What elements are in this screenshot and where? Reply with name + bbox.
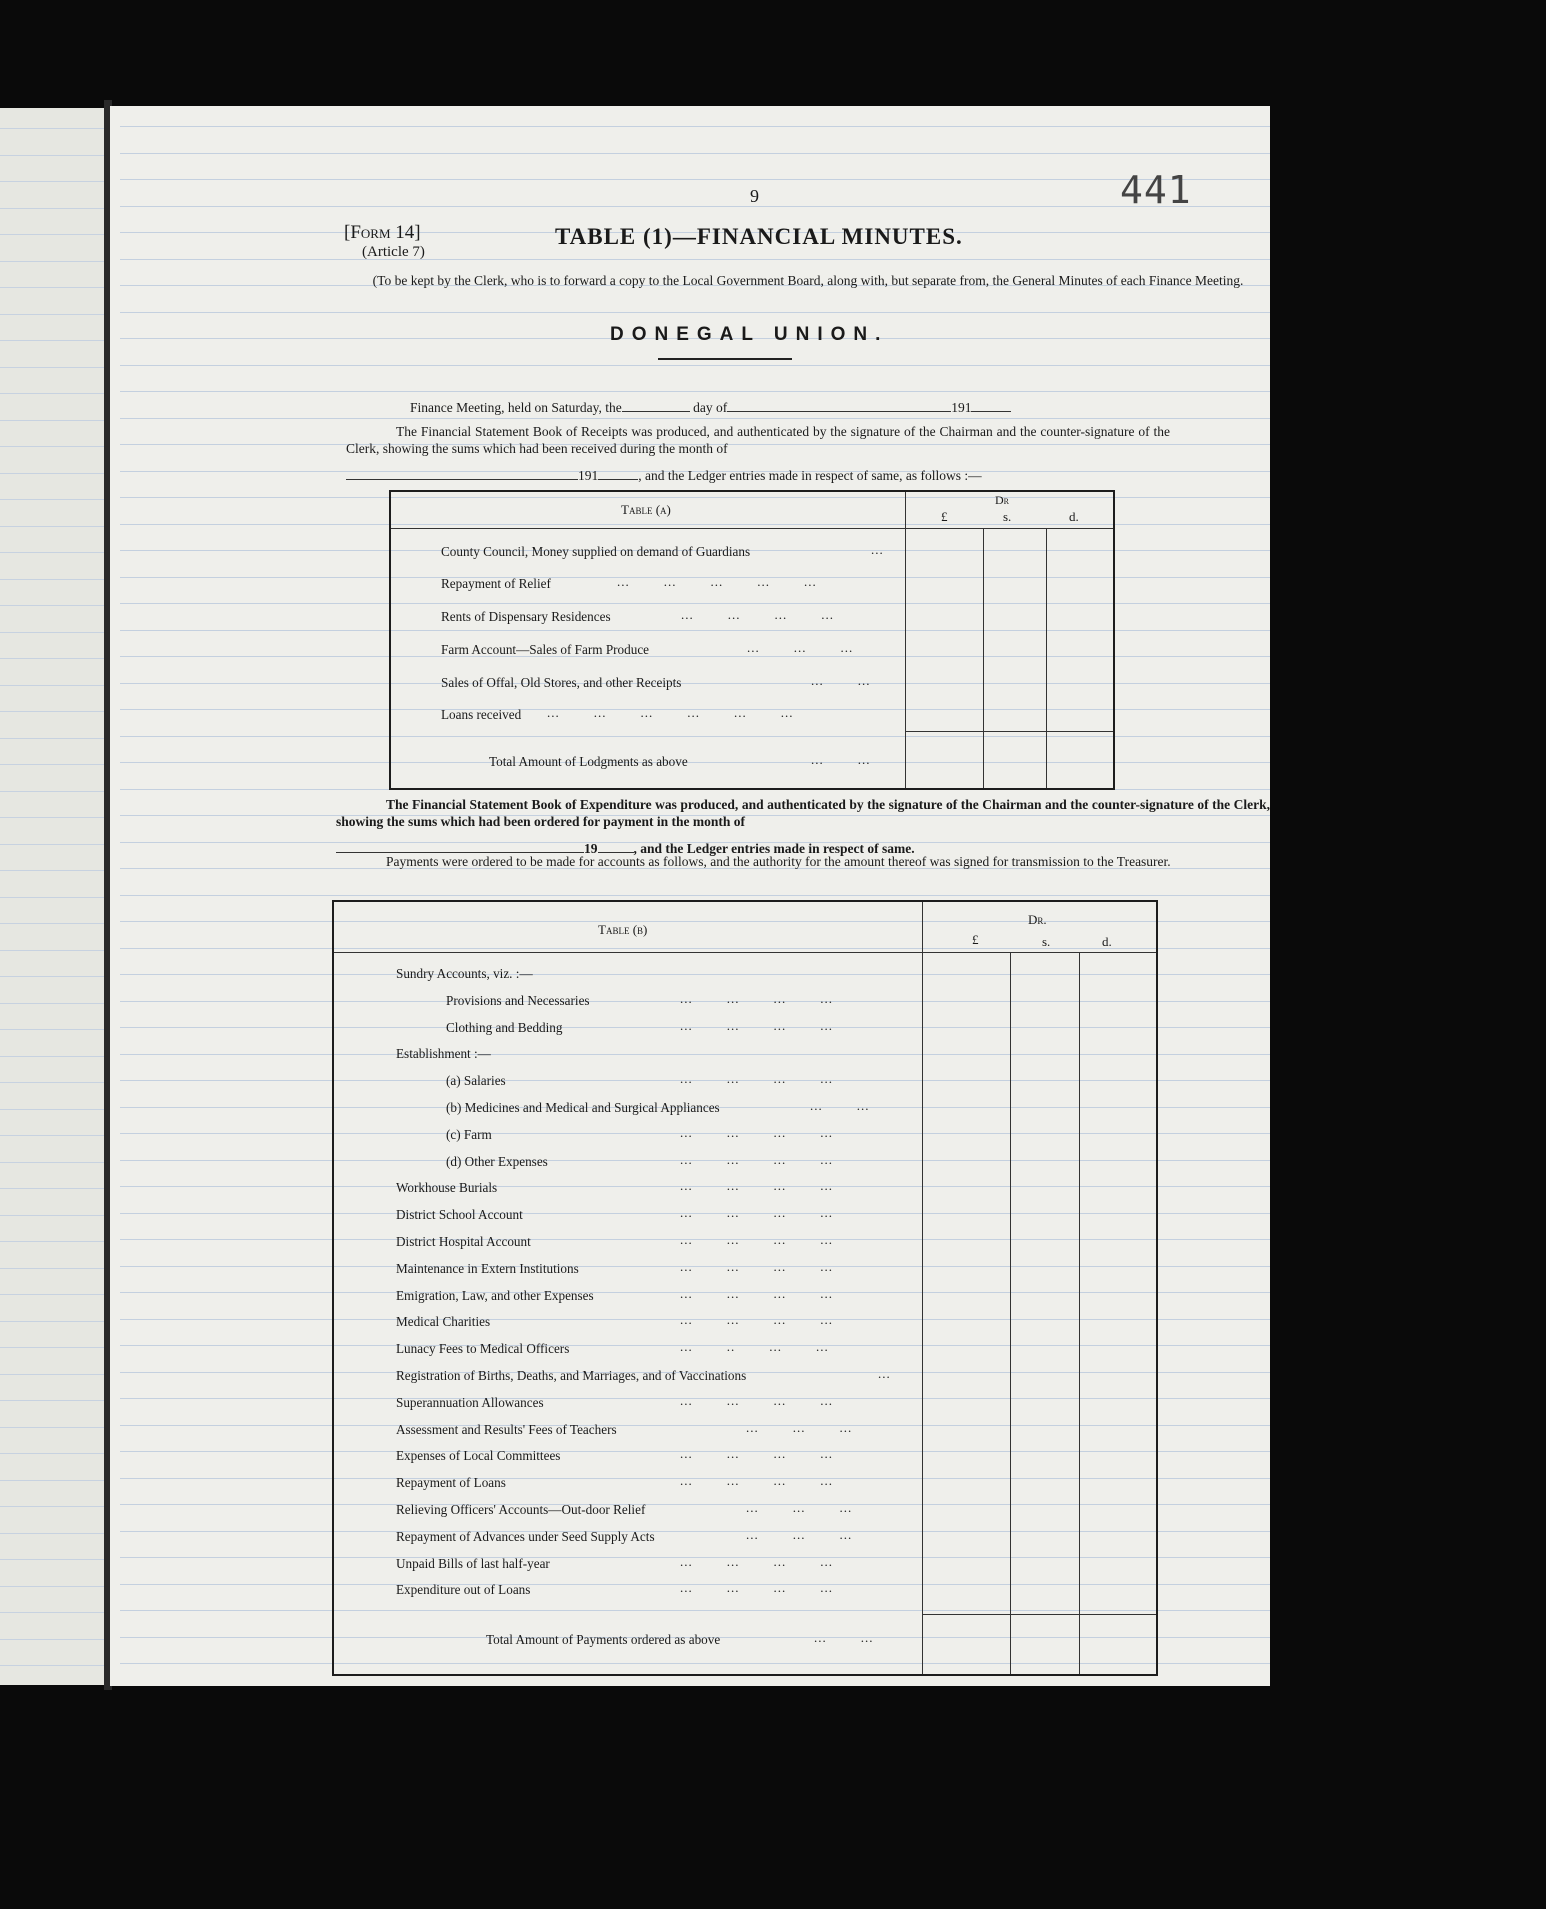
expenditure-paragraph: The Financial Statement Book of Expenditure was produced, and authenticated by the signature of the Chairman and the counter-signature of the Clerk, showing the sums which had been ordered for payment in the month of [336, 797, 1270, 829]
leader-dots: ... ... ... ... [680, 1446, 833, 1462]
table-row: Loans received [441, 707, 522, 722]
table-b-col-divider [1010, 952, 1011, 1674]
table-a-col-divider [1046, 528, 1047, 788]
table-row: Sales of Offal, Old Stores, and other Receipts [441, 675, 682, 690]
expenditure-year: 19 [584, 841, 598, 856]
ruled-line [0, 1294, 104, 1295]
ruled-line [0, 314, 104, 315]
ruled-line [0, 393, 104, 394]
ruled-line [0, 1533, 104, 1534]
receipts-month-line [346, 466, 982, 484]
leader-dots: ... ... [811, 752, 871, 767]
table-row: (d) Other Expenses [446, 1153, 548, 1169]
table-row: Registration of Births, Deaths, and Marriages, and of Vaccinations [396, 1368, 747, 1383]
ruled-line [0, 1453, 104, 1454]
table-row: Repayment of Loans [396, 1475, 506, 1491]
table-b [332, 900, 1158, 1676]
table-row: Assessment and Results' Fees of Teachers [396, 1421, 617, 1437]
table-row: Sundry Accounts, viz. :— [396, 966, 533, 981]
ruled-line [0, 738, 104, 739]
leader-dots: ... ... ... ... [680, 1553, 833, 1569]
meeting-year-label: 191 [951, 400, 972, 415]
day-blank[interactable] [622, 398, 690, 412]
table-row: Provisions and Necessaries [446, 992, 590, 1008]
ruled-line [0, 605, 104, 606]
table-b-pence-heading: d. [1102, 934, 1112, 949]
leader-dots: ... ... ... ... [680, 1580, 833, 1596]
table-b-title: Table (b) [598, 922, 648, 937]
ruled-line [0, 420, 104, 421]
leader-dots: ... ... ... ... [680, 1232, 833, 1247]
leader-dots: ... ... [814, 1630, 874, 1645]
union-name: DONEGAL UNION. [610, 324, 889, 345]
ruled-line [0, 1586, 104, 1587]
table-b-total-rule [922, 1614, 1156, 1615]
leader-dots: ... ... [810, 1098, 870, 1113]
leader-dots: ... ... ... [746, 1500, 853, 1515]
ruled-line [120, 153, 1270, 154]
table-row: Medical Charities [396, 1314, 491, 1330]
ruled-line [0, 764, 104, 765]
ruled-line [120, 206, 1270, 207]
ruled-line [0, 1188, 104, 1189]
ruled-line [0, 579, 104, 580]
ruled-line [0, 1241, 104, 1242]
ledger-page [110, 106, 1270, 1686]
leader-dots: ... ... ... ... ... [617, 574, 817, 589]
table-row: Farm Account—Sales of Farm Produce [441, 642, 650, 657]
ruled-line [120, 259, 1270, 260]
leader-dots: ... ... ... ... [680, 990, 833, 1006]
table-row: District Hospital Account [396, 1234, 531, 1249]
table-a-total-label: Total Amount of Lodgments as above [489, 754, 688, 769]
ruled-line [120, 126, 1270, 127]
ruled-line [0, 1400, 104, 1401]
facing-page [0, 108, 107, 1685]
ruled-line [0, 234, 104, 235]
ruled-line [0, 1639, 104, 1640]
table-row: Maintenance in Extern Institutions [396, 1260, 579, 1276]
ruled-line [0, 208, 104, 209]
folio-stamp: 441 [1120, 168, 1192, 212]
table-b-col-divider [1079, 952, 1080, 1674]
expenditure-month-blank[interactable] [336, 839, 584, 853]
ruled-line [0, 658, 104, 659]
table-b-header-rule [334, 952, 1156, 953]
table-row: Unpaid Bills of last half-year [396, 1555, 550, 1571]
ruled-line [0, 791, 104, 792]
ruled-line [0, 844, 104, 845]
ruled-line [0, 1374, 104, 1375]
meeting-held-label: Finance Meeting, held on Saturday, the [410, 400, 622, 415]
table-a-pound-heading: £ [941, 509, 948, 524]
ruled-line [0, 1135, 104, 1136]
ruled-line [0, 1347, 104, 1348]
ruled-line [0, 1268, 104, 1269]
form-number: [Form 14] [344, 222, 421, 243]
article-reference: (Article 7) [362, 244, 425, 260]
meeting-day-of-label: day of [693, 400, 728, 415]
ruled-line [0, 261, 104, 262]
ruled-line [0, 632, 104, 633]
ruled-line [0, 685, 104, 686]
leader-dots: ... [871, 542, 884, 557]
page-title: TABLE (1)—FINANCIAL MINUTES. [555, 224, 963, 249]
ruled-line [0, 1003, 104, 1004]
leader-dots: ... .. ... ... [680, 1339, 829, 1355]
receipts-year-blank[interactable] [598, 466, 638, 480]
table-a [389, 490, 1115, 790]
expenditure-tail: , and the Ledger entries made in respect of same. [633, 841, 915, 856]
page-number: 9 [750, 186, 759, 206]
ruled-line [0, 1480, 104, 1481]
ruled-line [0, 340, 104, 341]
ruled-line [120, 418, 1270, 419]
table-row: Workhouse Burials [396, 1180, 498, 1196]
payments-paragraph: Payments were ordered to be made for accounts as follows, and the authority for the amount thereof was signed for transmission to the Treasurer. [386, 854, 1171, 869]
table-row: Establishment :— [396, 1046, 491, 1062]
leader-dots: ... ... ... [746, 1526, 853, 1542]
ruled-line [0, 526, 104, 527]
leader-dots: ... ... ... ... [681, 607, 834, 622]
ruled-line [0, 1612, 104, 1613]
table-row: Emigration, Law, and other Expenses [396, 1287, 594, 1303]
ruled-line [120, 312, 1270, 313]
table-row: Relieving Officers' Accounts—Out-door Relief [396, 1502, 646, 1517]
table-a-dr-heading: Dr [995, 493, 1010, 507]
ruled-line [0, 155, 104, 156]
year-blank[interactable] [971, 398, 1011, 412]
table-a-pence-heading: d. [1069, 509, 1079, 524]
leader-dots: ... ... ... ... [680, 1473, 833, 1489]
ruled-line [0, 287, 104, 288]
table-row: (c) Farm [446, 1126, 492, 1142]
ruled-line [120, 895, 1270, 896]
table-row: Expenditure out of Loans [396, 1582, 531, 1598]
ruled-line [0, 552, 104, 553]
leader-dots: ... ... ... ... [680, 1151, 833, 1167]
ruled-line [0, 367, 104, 368]
ruled-line [0, 870, 104, 871]
leader-dots: ... ... ... ... [680, 1392, 833, 1408]
table-a-col-divider [905, 492, 906, 788]
table-row: Rents of Dispensary Residences [441, 609, 611, 624]
ruled-line [0, 950, 104, 951]
ruled-line [0, 1029, 104, 1030]
leader-dots: ... ... ... ... [680, 1312, 833, 1328]
table-b-pound-heading: £ [972, 932, 979, 947]
ruled-line [0, 976, 104, 977]
ruled-line [120, 391, 1270, 392]
receipts-paragraph: The Financial Statement Book of Receipts was produced, and authenticated by the signature of the Chairman and the counter-signature of the Clerk, showing the sums which had been received during the month of [346, 424, 1170, 456]
table-row: Superannuation Allowances [396, 1394, 544, 1410]
union-underline [658, 358, 792, 360]
table-row: District School Account [396, 1207, 523, 1223]
leader-dots: ... ... ... ... [680, 1178, 833, 1194]
ruled-line [0, 1321, 104, 1322]
leader-dots: ... ... ... ... [680, 1205, 833, 1221]
ruled-line [0, 1215, 104, 1216]
table-row: Clothing and Bedding [446, 1019, 563, 1035]
table-b-col-divider [922, 902, 923, 1674]
table-row: Repayment of Relief [441, 576, 551, 591]
ruled-line [0, 446, 104, 447]
receipts-year: 191 [578, 468, 599, 483]
ruled-line [0, 1056, 104, 1057]
ruled-line [120, 365, 1270, 366]
table-a-shillings-heading: s. [1003, 509, 1012, 524]
leader-dots: ... ... [811, 673, 871, 688]
ruled-line [0, 1506, 104, 1507]
table-row: Repayment of Advances under Seed Supply Acts [396, 1528, 655, 1544]
leader-dots: ... ... ... ... [680, 1071, 833, 1087]
table-a-title: Table (a) [621, 502, 671, 517]
ruled-line [0, 923, 104, 924]
instruction-note: (To be kept by the Clerk, who is to forward a copy to the Local Government Board, along with, but separate from, the General Minutes of each Finance Meeting. [372, 273, 1244, 288]
ruled-line [0, 817, 104, 818]
ruled-line [0, 473, 104, 474]
table-b-total-label: Total Amount of Payments ordered as above [486, 1632, 721, 1647]
ruled-line [0, 1109, 104, 1110]
leader-dots: ... ... ... ... [680, 1124, 833, 1140]
table-row: County Council, Money supplied on demand of Guardians [441, 544, 751, 559]
ruled-line [0, 1427, 104, 1428]
ruled-line [0, 1082, 104, 1083]
leader-dots: ... ... ... ... [680, 1017, 833, 1033]
table-b-dr-heading: Dr. [1028, 912, 1047, 927]
month-blank[interactable] [727, 398, 951, 412]
expenditure-year-blank[interactable] [598, 839, 634, 853]
ruled-line [0, 1665, 104, 1666]
ruled-line [0, 1559, 104, 1560]
table-a-col-divider [983, 528, 984, 788]
leader-dots: ... ... ... ... [680, 1285, 833, 1301]
table-row: (a) Salaries [446, 1073, 506, 1089]
receipts-tail: , and the Ledger entries made in respect of same, as follows :— [638, 468, 982, 483]
ruled-line [0, 499, 104, 500]
leader-dots: ... [878, 1366, 891, 1381]
ruled-line [0, 897, 104, 898]
meeting-line [410, 398, 1011, 416]
table-b-shillings-heading: s. [1042, 934, 1051, 949]
table-row: (b) Medicines and Medical and Surgical Appliances [446, 1100, 720, 1115]
leader-dots: ... ... ... [747, 640, 854, 655]
ruled-line [0, 1162, 104, 1163]
leader-dots: ... ... ... [746, 1419, 853, 1435]
leader-dots: ... ... ... ... ... ... [547, 705, 794, 720]
receipts-month-blank[interactable] [346, 466, 578, 480]
table-a-header-rule [391, 528, 1113, 529]
table-row: Lunacy Fees to Medical Officers [396, 1341, 570, 1357]
table-a-total-rule [905, 731, 1113, 732]
ruled-line [120, 179, 1270, 180]
table-row: Expenses of Local Committees [396, 1448, 561, 1464]
leader-dots: ... ... ... ... [680, 1258, 833, 1274]
ruled-line [0, 711, 104, 712]
ruled-line [0, 181, 104, 182]
ruled-line [0, 128, 104, 129]
